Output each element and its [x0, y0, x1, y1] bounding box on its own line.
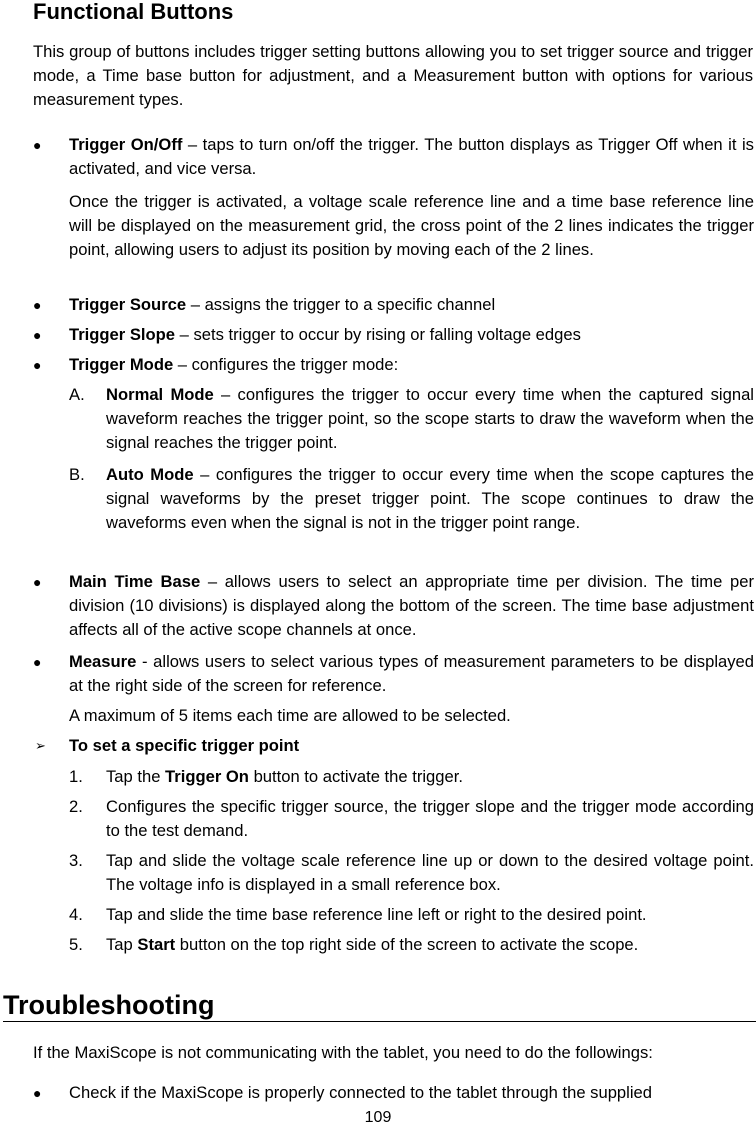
step-number: 2.: [69, 797, 83, 816]
bullet-icon: ●: [33, 137, 42, 153]
bullet-icon: ●: [33, 327, 42, 343]
description: – allows users to select an appropriate time per division. The time per division (10 divisions) is displayed along the bottom of the screen. The time base adjustment affects all of the active scope channels at once.: [69, 572, 754, 639]
sub-item-label: B.: [69, 465, 85, 484]
term: Trigger On/Off: [69, 135, 183, 154]
term: Measure: [69, 652, 137, 671]
intro-paragraph: This group of buttons includes trigger setting buttons allowing you to set trigger source and trigger mode, a Time base button for adjustment, and a Measurement button with options for various measurement types.: [33, 42, 753, 109]
term: Auto Mode: [106, 465, 194, 484]
term: Trigger Source: [69, 295, 187, 314]
bullet-icon: ●: [33, 574, 42, 590]
measure-note: A maximum of 5 items each time are allowed to be selected.: [69, 706, 511, 725]
description: – configures the trigger to occur every time when the captured signal waveform reaches the trigger point, so the scope starts to draw the waveform when the signal reaches the trigger point.: [106, 385, 754, 452]
procedure-step-4: Tap and slide the time base reference line left or right to the desired point.: [106, 905, 647, 924]
bullet-icon: ●: [33, 357, 42, 373]
list-item-trigger-source: [69, 293, 754, 317]
list-item-measure: [69, 650, 754, 698]
troubleshooting-item: Check if the MaxiScope is properly connected to the tablet through the supplied: [69, 1083, 652, 1102]
procedure-step-1: Tap the Trigger On button to activate the trigger.: [106, 767, 463, 786]
list-item-trigger-slope: [69, 323, 754, 347]
term: Main Time Base: [69, 572, 201, 591]
step-number: 3.: [69, 851, 83, 870]
term: Trigger Slope: [69, 325, 176, 344]
step-number: 1.: [69, 767, 83, 786]
term: Normal Mode: [106, 385, 214, 404]
bullet-icon: ●: [33, 297, 42, 313]
page-number: 109: [364, 1109, 392, 1126]
step-number: 4.: [69, 905, 83, 924]
procedure-step-2: Configures the specific trigger source, the trigger slope and the trigger mode according to the test demand.: [106, 797, 754, 840]
troubleshooting-intro: If the MaxiScope is not communicating with the tablet, you need to do the followings:: [33, 1043, 653, 1062]
description: – taps to turn on/off the trigger. The button displays as Trigger Off when it is activated, and vice versa.: [69, 135, 754, 178]
troubleshooting-heading: Troubleshooting: [3, 990, 215, 1020]
description: – configures the trigger to occur every time when the scope captures the signal waveforms by the preset trigger point. The scope continues to draw the waveforms even when the signal is not in the trigger point range.: [106, 465, 754, 532]
list-item-trigger-on-off: [69, 133, 754, 181]
procedure-step-3: Tap and slide the voltage scale reference line up or down to the desired voltage point. The voltage info is displayed in a small reference box.: [106, 851, 754, 894]
arrow-icon: ➢: [35, 738, 46, 753]
sub-item-label: A.: [69, 385, 85, 404]
heading-divider: [3, 1021, 756, 1022]
description: - allows users to select various types of measurement parameters to be displayed at the right side of the screen for reference.: [69, 652, 754, 695]
description: – configures the trigger mode:: [173, 355, 399, 374]
procedure-step-5: Tap Start button on the top right side of the screen to activate the scope.: [106, 935, 639, 954]
bullet-icon: ●: [33, 1085, 42, 1101]
procedure-title: To set a specific trigger point: [69, 736, 300, 755]
description: – sets trigger to occur by rising or falling voltage edges: [175, 325, 581, 344]
step-number: 5.: [69, 935, 83, 954]
sub-item-auto-mode: [106, 463, 754, 535]
sub-item-normal-mode: [106, 383, 754, 455]
bullet-icon: ●: [33, 654, 42, 670]
term: Trigger Mode: [69, 355, 174, 374]
list-item-main-time-base: [69, 570, 754, 642]
list-item-trigger-mode: [69, 353, 754, 377]
trigger-note-paragraph: Once the trigger is activated, a voltage scale reference line and a time base reference line will be displayed on the measurement grid, the cross point of the 2 lines indicates the trigger point, allowing users to adjust its position by moving each of the 2 lines.: [69, 192, 754, 259]
description: – assigns the trigger to a specific channel: [186, 295, 496, 314]
section-title: Functional Buttons: [33, 0, 234, 24]
